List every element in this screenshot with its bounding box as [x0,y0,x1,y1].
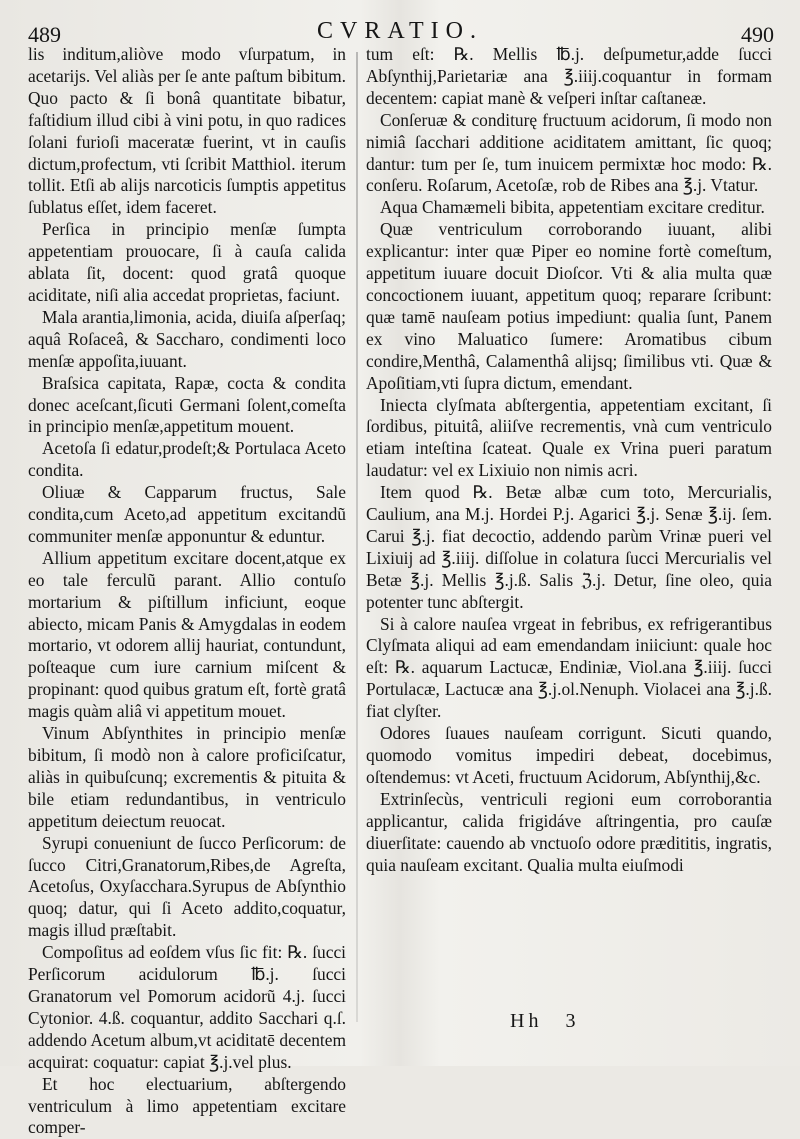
signature-mark [510,1010,593,1033]
page-number-right: 490 [741,22,774,47]
paragraph: Si à calore nauſea vrgeat in febribus, ex refrigerantibus Clyſmata aliqui ad eam emendandam iniiciunt: quale hoc eſt: ℞. aquarum Lactucæ, Endiniæ, Viol.ana ℥.iiij. ſucci Portulacæ, Lactucæ ana ℥.j.ol.Nenuph. Violacei ana ℥.j.ß. fiat clyſter. [366,613,772,722]
paragraph: Mala arantia,limonia, acida, diuiſa aſperſaq; aquâ Roſaceâ, & Saccharo, condimenti loco menſæ appoſita,iuuant. [28,306,346,371]
paragraph: Braſsica capitata, Rapæ, cocta & condita donec aceſcant,ſicuti Germani ſolent,comeſta in principio menſæ,appetitum mouent. [28,372,346,437]
signature-letters: Hh [510,1010,543,1032]
running-title: CVRATIO. [316,18,483,44]
right-column [366,44,772,876]
paragraph: Perſica in principio menſæ ſumpta appetentiam prouocare, ſi à cauſa calida ablata ſit, docent: quod gratâ quoque aciditate, niſi alia accedat proprietas, faciunt. [28,219,346,305]
page-number-left: 489 [28,22,61,47]
paragraph: Conſeruæ & conditurę fructuum acidorum, ſi modo non nimiâ ſacchari additione aciditatem amittant, ſic quoq; dantur: tum per ſe, tum inuicem permixtæ hoc modo: ℞. conſeru. Roſarum, Acetoſæ, rob de Ribes ana ℥.j. Vtatur. [366,109,772,196]
column-gutter [356,52,358,1022]
paragraph: Acetoſa ſi edatur,prodeſt;& Portulaca Aceto condita. [28,438,346,481]
signature-number: 3 [565,1010,580,1032]
paragraph: Vinum Abſynthites in principio menſæ bibitum, ſi modò non à calore proficiſcatur, aliàs in quibuſcunq; excrementis & pituita & bile etiam redundantibus, in ventriculo appetitum deiectum reuocat. [28,723,346,831]
paragraph: Allium appetitum excitare docent,atque ex eo tale ferculũ parant. Allio contuſo mortarium & piſtillum inficiunt, eoque abiecto, micam Panis & Amygdalas in eodem mortario, vt odorem allij hauriat, contundunt, poſteaque cum iure carnium miſcent & propinant: quod quibus gratum eſt, fortè gratâ magis quàm aliâ vi appetitum mouet. [28,547,346,722]
paragraph: Aqua Chamæmeli bibita, appetentiam excitare creditur. [380,197,765,218]
paragraph: Et hoc electuarium, abſtergendo ventriculum à limo appetentiam excitare comper- [28,1073,346,1138]
paragraph: lis inditum,aliòve modo vſurpatum, in acetarijs. Vel aliàs per ſe ante paſtum bibitum. Quo pacto & ſi bonâ quantitate bibatur, faſtidium illud cibi à vini potu, in quo radices ſolani furioſi maceratæ fuerint, vt in cauſis dictum,profectum, vti ſcribit Matthiol. iterum tollit. Etſi ab alijs narcoticis ſumptis appetitus ſublatus eſſet, idem faceret. [28,44,346,218]
paragraph: Iniecta clyſmata abſtergentia, appetentiam excitant, ſi ſordibus, pituitâ, aliiſve recrementis, vnà cum ventriculo etiam inteſtina ſcateat. Quale ex Vrina pueri paratum laudatur: vel ex Lixiuio non nimis acri. [366,394,772,481]
left-column [28,44,346,1139]
paragraph: Compoſitus ad eoſdem vſus ſic fit: ℞. ſucci Perſicorum acidulorum ℔.j. ſucci Granatorum vel Pomorum acidorũ 4.j. ſucci Cytonior. 4.ß. coquantur, addito Sacchari q.ſ. addendo Acetum album,vt aciditatē decentem acquirat: coquatur: capiat ℥.j.vel plus. [28,942,346,1072]
paragraph: Syrupi conueniunt de ſucco Perſicorum: de ſucco Citri,Granatorum,Ribes,de Agreſta, Acetoſus, Oxyſacchara.Syrupus de Abſynthio quoq; datur, qui ſi Aceto addito,coquatur, magis illud præſtabit. [28,832,346,941]
paragraph: Oliuæ & Capparum fructus, Sale condita,cum Aceto,ad appetitum excitandũ communiter menſæ apponuntur & eduntur. [28,482,346,546]
paragraph: tum eſt: ℞. Mellis ℔.j. deſpumetur,adde ſucci Abſynthij,Parietariæ ana ℥.iiij.coquantur in formam decentem: capiat manè & veſperi inſtar caſtaneæ. [366,44,772,108]
paragraph: Extrinſecùs, ventriculi regioni eum corroborantia applicantur, calida frigidáve aſtringentia, pro cauſæ diuerſitate: cauendo ab vnctuoſo odore prædititis, ingratis, quia nauſeam excitant. Qualia multa eiuſmodi [366,788,772,875]
paragraph: Item quod ℞. Betæ albæ cum toto, Mercurialis, Caulium, ana M.j. Hordei P.j. Agarici ℥.j. Senæ ℥.ij. ſem. Carui ℥.j. fiat decoctio, addendo parùm Vrinæ pueri vel Lixiuij ad ℥.iiij. diſſolue in colatura ſucci Mercurialis vel Betæ ℥.j. Mellis ℥.j.ß. Salis ℨ.j. Detur, ſine oleo, quia potenter tunc abſtergit. [366,482,772,612]
paragraph: Odores ſuaues nauſeam corrigunt. Sicuti quando, quomodo vomitus impediri debeat, docebimus, oſtendemus: vt Aceti, fructuum Acidorum, Abſynthij,&c. [366,723,772,787]
paragraph: Quæ ventriculum corroborando iuuant, alibi explicantur: inter quæ Piper eo nomine fortè comeſtum, appetitum iuuare docuit Dioſcor. Vti & alia multa quæ concoctionem iuuant, appetitum quoq; reparare ſcribunt: quæ tamē nauſeam potius impediunt: qualia ſunt, Panem ex vino Maluatico ſumere: Aromatibus cibum condire,Menthâ, Calamenthâ alijsq; ſimilibus vti. Quæ & Apoſitiam,vti ſupra dictum, emendant. [366,219,772,393]
